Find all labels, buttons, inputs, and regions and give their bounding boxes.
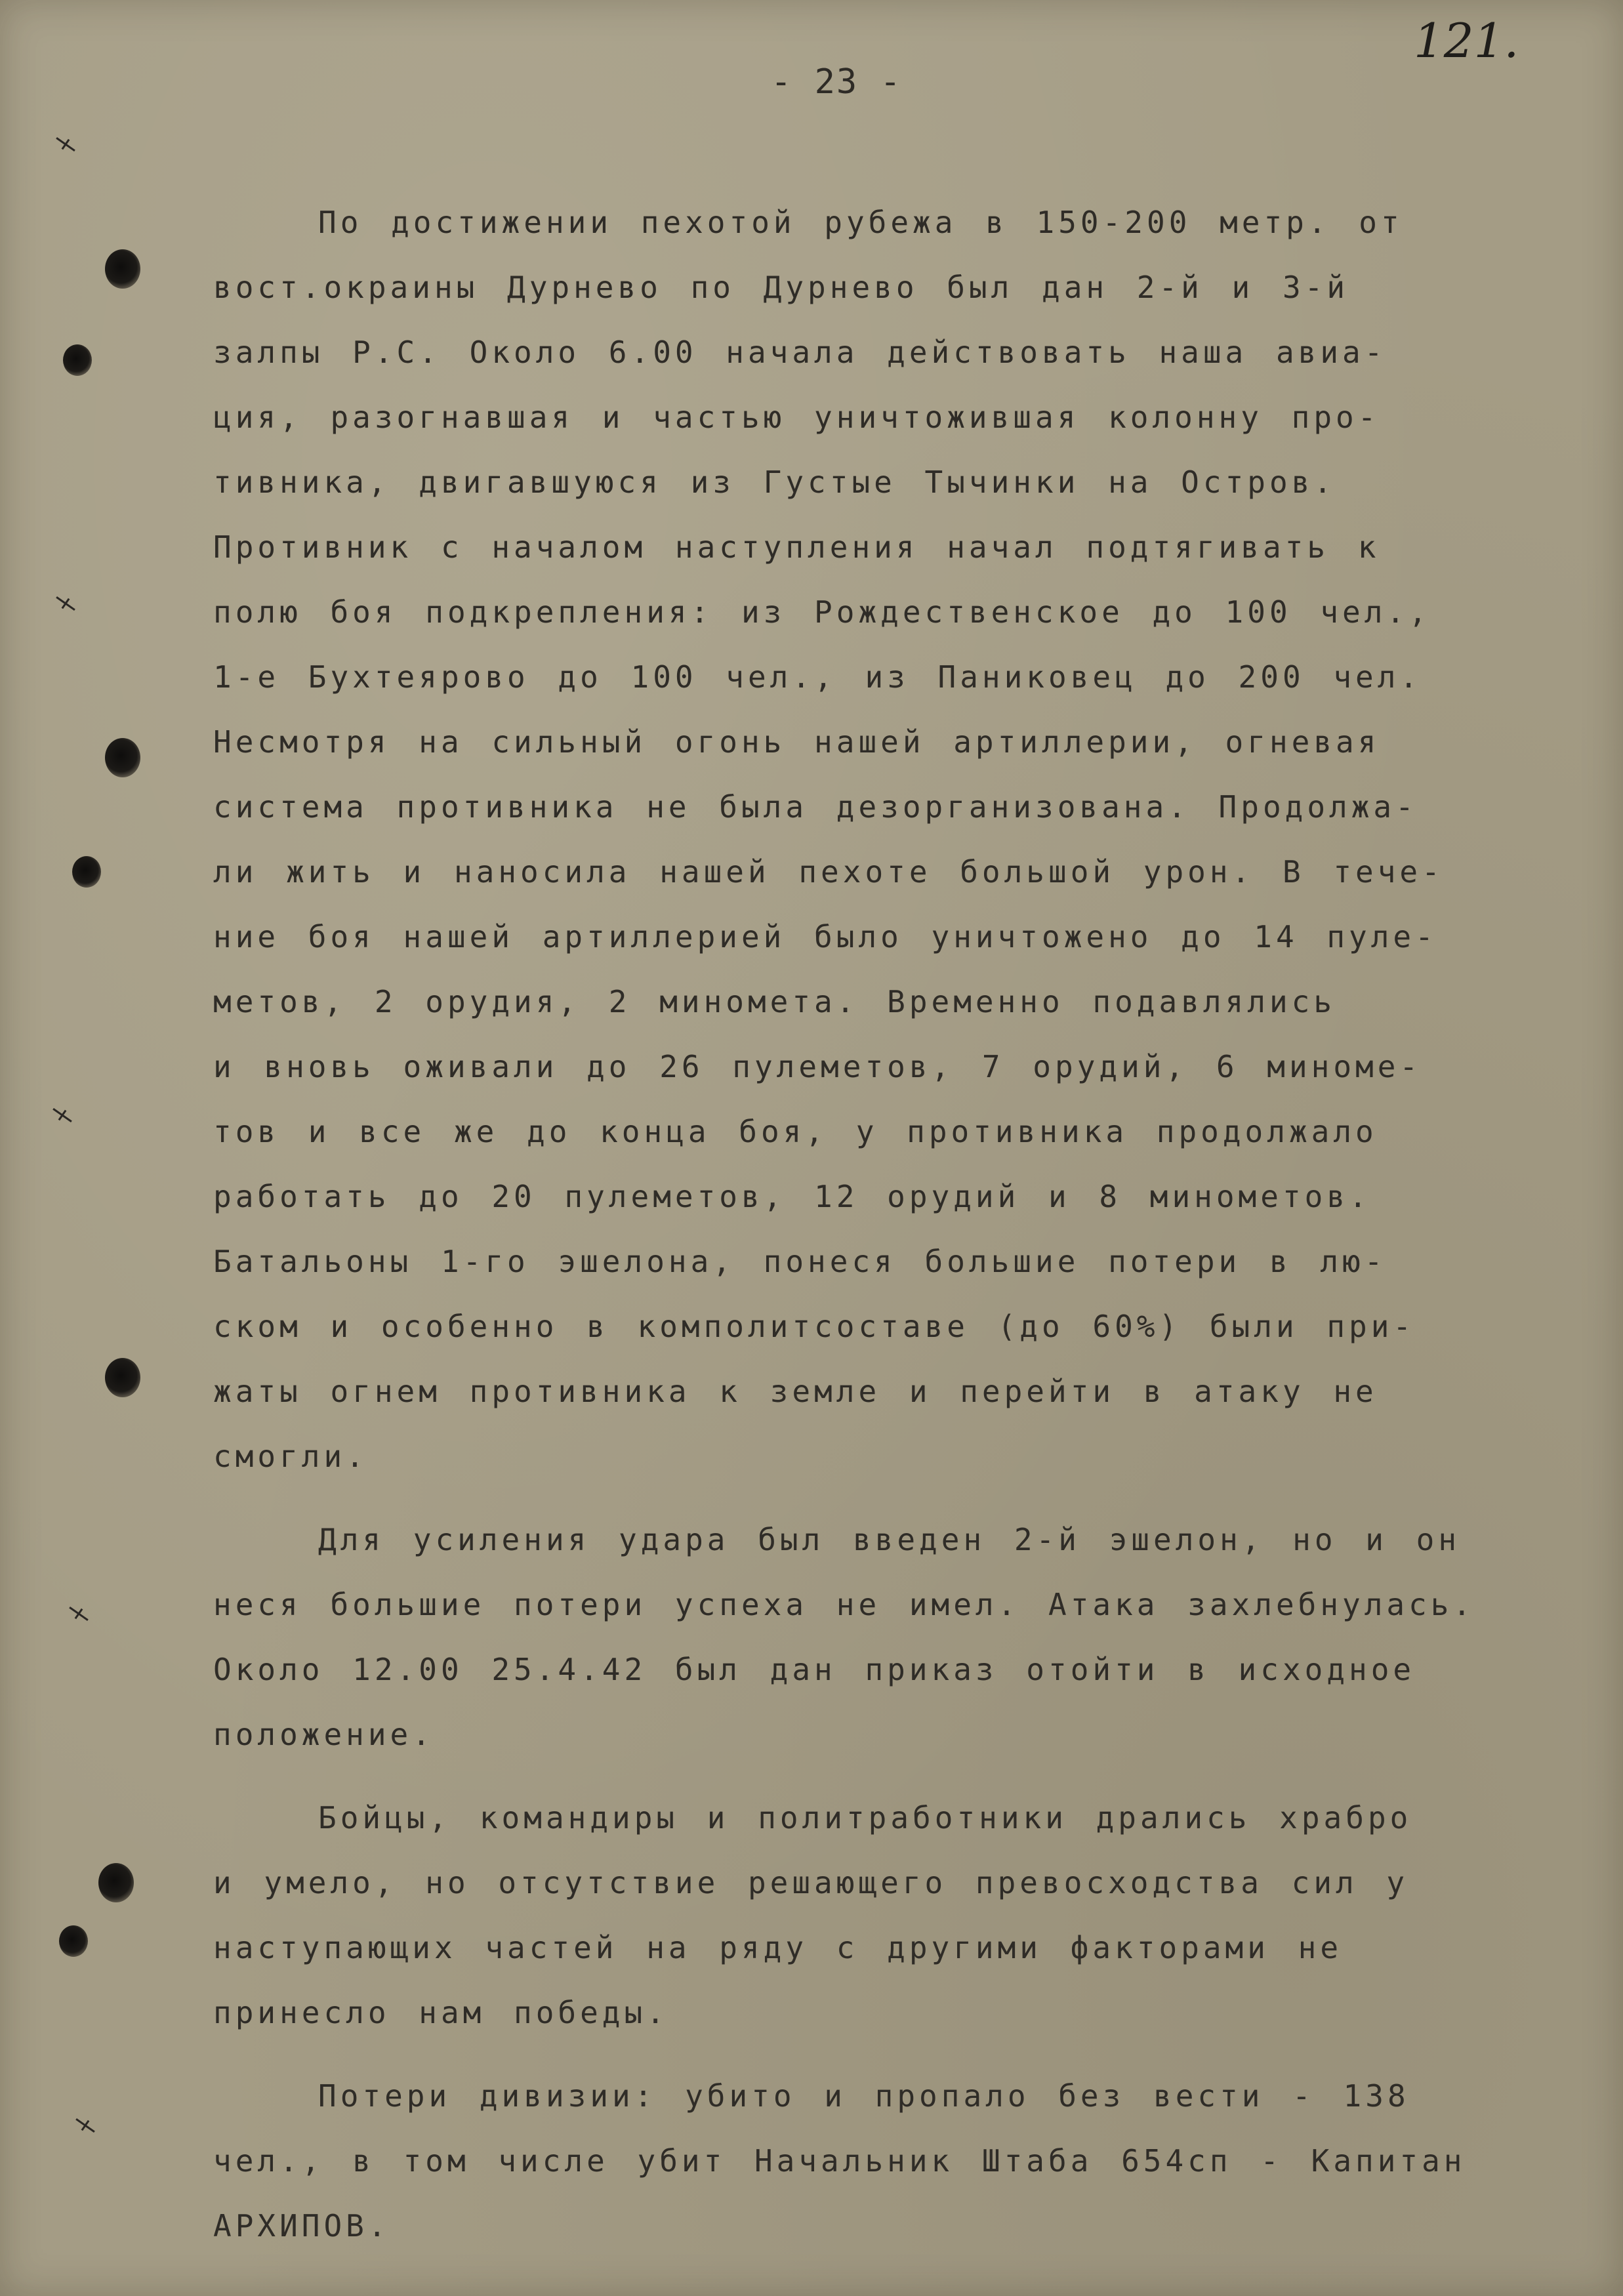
text-line: Потери дивизии: убито и пропало без вести - 138	[318, 2078, 1410, 2114]
pin-mark	[66, 1601, 92, 1627]
binding-hole	[63, 344, 92, 376]
text-line: Бойцы, командиры и политработники дрались храбро	[318, 1800, 1412, 1835]
text-line: ском и особенно в комполитсоставе (до 60%) были при-	[213, 1309, 1416, 1344]
body-text	[213, 190, 1475, 2259]
binding-hole	[105, 1358, 140, 1397]
pin-mark	[52, 131, 79, 157]
pin-mark	[49, 1102, 75, 1128]
text-line: наступающих частей на ряду с другими факторами не	[213, 1930, 1343, 1965]
text-line: положение.	[213, 1717, 434, 1752]
text-line: Батальоны 1-го эшелона, понеся большие потери в лю-	[213, 1244, 1387, 1279]
text-line: принесло нам победы.	[213, 1995, 668, 2030]
binding-hole	[59, 1925, 88, 1957]
archive-sheet-number: 121.	[1414, 13, 1519, 68]
text-line: чел., в том числе убит Начальник Штаба 654сп - Капитан	[213, 2143, 1466, 2179]
paragraph-gap	[213, 1767, 1407, 1786]
page-number: - 23 -	[771, 62, 902, 102]
text-line: метов, 2 орудия, 2 миномета. Временно подавлялись	[213, 984, 1336, 1019]
text-line: жаты огнем противника к земле и перейти в атаку не	[213, 1374, 1378, 1409]
paragraph-gap	[213, 2045, 1407, 2064]
text-line: работать до 20 пулеметов, 12 орудий и 8 минометов.	[213, 1179, 1371, 1214]
pin-mark	[72, 2112, 98, 2139]
text-line: Для усиления удара был введен 2-й эшелон, но и он	[318, 1522, 1461, 1557]
text-line: тов и все же до конца боя, у противника продолжало	[213, 1114, 1378, 1149]
text-line: полю боя подкрепления: из Рождественское до 100 чел.,	[213, 594, 1431, 630]
text-line: Несмотря на сильный огонь нашей артиллерии, огневая	[213, 724, 1380, 760]
text-line: тивника, двигавшуюся из Густые Тычинки на Остров.	[213, 464, 1336, 500]
binding-hole	[72, 856, 101, 888]
text-line: Около 12.00 25.4.42 был дан приказ отойти в исходное	[213, 1652, 1416, 1687]
binding-hole	[98, 1863, 134, 1902]
text-line: залпы Р.С. Около 6.00 начала действовать наша авиа-	[213, 335, 1387, 370]
text-line: ли жить и наносила нашей пехоте большой урон. В тече-	[213, 854, 1444, 890]
text-line: и вновь оживали до 26 пулеметов, 7 орудий, 6 миноме-	[213, 1049, 1422, 1084]
text-line: система противника не была дезорганизована. Продолжа-	[213, 789, 1418, 825]
text-line: По достижении пехотой рубежа в 150-200 метр. от	[318, 205, 1403, 240]
binding-hole	[105, 249, 140, 289]
text-line: АРХИПОВ.	[213, 2208, 390, 2244]
text-line: 1-е Бухтеярово до 100 чел., из Паниковец до 200 чел.	[213, 659, 1422, 695]
text-line: ние боя нашей артиллерией было уничтожено до 14 пуле-	[213, 919, 1437, 954]
text-line: неся большие потери успеха не имел. Атака захлебнулась.	[213, 1587, 1475, 1622]
text-line: вост.окраины Дурнево по Дурнево был дан 2-й и 3-й	[213, 270, 1349, 305]
text-line: смогли.	[213, 1439, 368, 1474]
paragraph-gap	[213, 1489, 1407, 1507]
text-line: Противник с началом наступления начал подтягивать к	[213, 529, 1380, 565]
pin-mark	[52, 590, 79, 617]
text-line: ция, разогнавшая и частью уничтожившая колонну про-	[213, 400, 1380, 435]
binding-hole	[105, 738, 140, 777]
text-line: и умело, но отсутствие решающего превосходства сил у	[213, 1865, 1409, 1900]
